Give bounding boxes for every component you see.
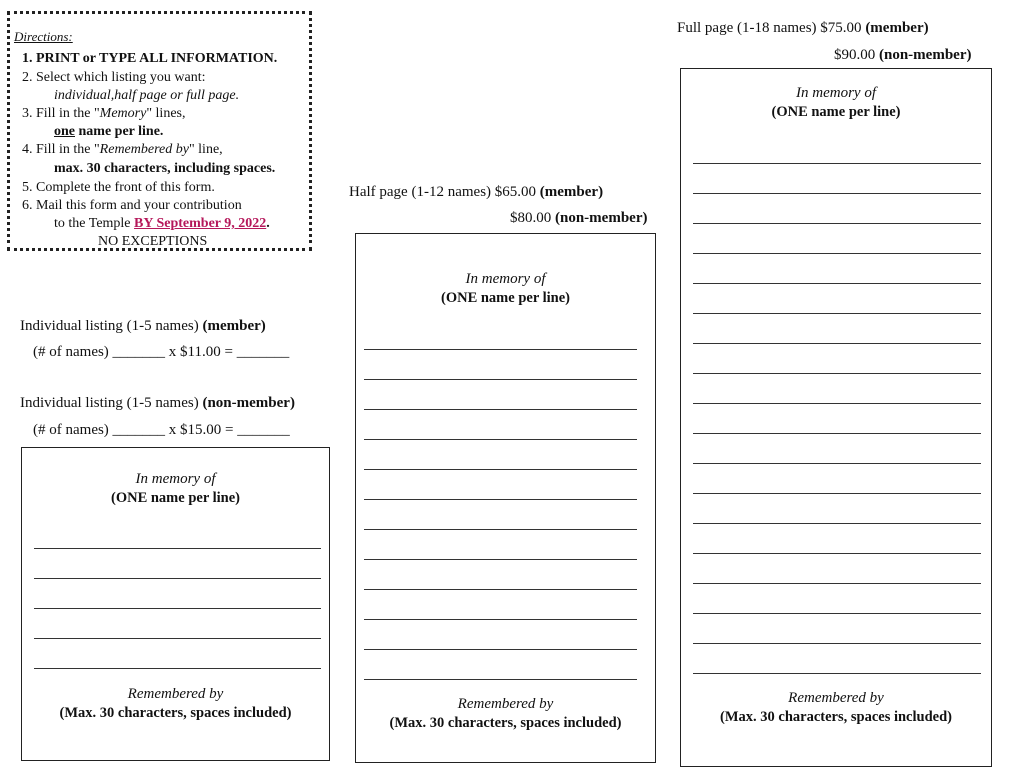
name-line[interactable]: [364, 349, 637, 350]
individual-member-label: [20, 318, 266, 335]
name-line[interactable]: [693, 163, 981, 164]
step3-post: " lines,: [146, 106, 186, 121]
name-line[interactable]: [34, 548, 321, 549]
individual-box-footer: [22, 685, 329, 723]
name-line[interactable]: [364, 499, 637, 500]
full-page-box-footer: [681, 689, 991, 727]
direction-step-3-detail: [54, 123, 163, 141]
name-line[interactable]: [693, 613, 981, 614]
remembered-by-label: Remembered by: [127, 686, 224, 702]
name-line[interactable]: [34, 578, 321, 579]
direction-step-5: 5. Complete the front of this form.: [22, 180, 215, 195]
name-line[interactable]: [34, 668, 321, 669]
name-line[interactable]: [364, 379, 637, 380]
direction-step-3: [22, 105, 185, 123]
one-name-label: (ONE name per line): [771, 104, 901, 120]
no-exceptions: NO EXCEPTIONS: [98, 234, 208, 249]
name-line[interactable]: [693, 643, 981, 644]
name-line[interactable]: [364, 469, 637, 470]
in-memory-label: In memory of: [135, 471, 216, 487]
half-page-member-label: [349, 184, 603, 201]
name-line[interactable]: [364, 589, 637, 590]
name-line[interactable]: [693, 373, 981, 374]
remembered-by-label: Remembered by: [788, 690, 884, 706]
half-page-member-text: Half page (1-12 names) $65.00: [349, 184, 540, 200]
name-line[interactable]: [364, 529, 637, 530]
half-page-member-tag: (member): [539, 184, 604, 200]
direction-step-4-detail: max. 30 characters, including spaces.: [54, 161, 276, 176]
name-line[interactable]: [364, 439, 637, 440]
name-line[interactable]: [693, 403, 981, 404]
step3-em: Memory: [99, 106, 147, 121]
half-page-nonmember-tag: (non-member): [555, 210, 648, 226]
name-line[interactable]: [693, 193, 981, 194]
full-page-member-label: [677, 20, 929, 37]
individual-nonmember-label: [20, 395, 295, 412]
one-name-label: (ONE name per line): [440, 290, 570, 306]
directions-title: Directions:: [14, 29, 73, 44]
direction-step-2: 2. Select which listing you want:: [22, 70, 206, 85]
name-line[interactable]: [693, 343, 981, 344]
deadline-date: BY September 9, 2022: [134, 216, 267, 231]
half-page-box: [355, 233, 656, 763]
direction-step-6-detail: [54, 215, 270, 233]
name-line[interactable]: [693, 673, 981, 674]
half-page-nonmember-price: $80.00: [510, 210, 555, 226]
name-line[interactable]: [364, 409, 637, 410]
individual-nonmember-text: Individual listing (1-5 names): [20, 395, 203, 411]
max-chars-label: (Max. 30 characters, spaces included): [720, 709, 952, 725]
name-line[interactable]: [693, 553, 981, 554]
name-line[interactable]: [693, 433, 981, 434]
individual-listing-box: [21, 447, 330, 761]
individual-box-header: [22, 470, 329, 508]
name-line[interactable]: [693, 523, 981, 524]
full-page-nonmember-price: $90.00: [834, 47, 879, 63]
direction-step-4: [22, 141, 223, 159]
step4-post: " line,: [188, 142, 223, 157]
direction-step-6: 6. Mail this form and your contribution: [22, 198, 242, 213]
step3-underlined: one: [54, 124, 75, 139]
name-line[interactable]: [693, 493, 981, 494]
name-line[interactable]: [693, 283, 981, 284]
name-line[interactable]: [34, 608, 321, 609]
individual-nonmember-tag: (non-member): [202, 395, 295, 411]
full-page-nonmember-tag: (non-member): [879, 47, 972, 63]
max-chars-label: (Max. 30 characters, spaces included): [389, 715, 622, 731]
individual-member-calc[interactable]: (# of names) _______ x $11.00 = _______: [33, 344, 290, 360]
name-line[interactable]: [364, 679, 637, 680]
step3-pre: 3. Fill in the ": [22, 106, 100, 121]
name-line[interactable]: [364, 649, 637, 650]
max-chars-label: (Max. 30 characters, spaces included): [59, 705, 292, 721]
name-line[interactable]: [693, 223, 981, 224]
half-page-box-header: [356, 270, 655, 308]
name-line[interactable]: [693, 313, 981, 314]
individual-member-text: Individual listing (1-5 names): [20, 318, 203, 334]
direction-step-2-detail: individual,half page or full page.: [54, 88, 240, 103]
full-page-nonmember-label: [834, 47, 971, 64]
half-page-box-footer: [356, 695, 655, 733]
individual-member-tag: (member): [202, 318, 266, 334]
name-line[interactable]: [693, 253, 981, 254]
half-page-nonmember-label: [510, 210, 647, 227]
step4-pre: 4. Fill in the ": [22, 142, 100, 157]
remembered-by-label: Remembered by: [457, 696, 554, 712]
name-line[interactable]: [693, 463, 981, 464]
name-line[interactable]: [693, 583, 981, 584]
step4-em: Remembered by: [99, 142, 189, 157]
in-memory-label: In memory of: [465, 271, 546, 287]
full-page-box: [680, 68, 992, 767]
individual-nonmember-calc[interactable]: (# of names) _______ x $15.00 = _______: [33, 422, 290, 438]
one-name-label: (ONE name per line): [110, 490, 240, 506]
full-page-member-text: Full page (1-18 names) $75.00: [677, 20, 866, 36]
step6-pre: to the Temple: [54, 216, 135, 231]
directions-box: [7, 11, 312, 251]
name-line[interactable]: [364, 559, 637, 560]
direction-step-1: 1. PRINT or TYPE ALL INFORMATION.: [22, 51, 278, 66]
full-page-member-tag: (member): [865, 20, 929, 36]
full-page-box-header: [681, 84, 991, 122]
step3-rest: name per line.: [75, 124, 164, 139]
name-line[interactable]: [364, 619, 637, 620]
step6-post: .: [266, 216, 270, 231]
in-memory-label: In memory of: [796, 85, 876, 101]
name-line[interactable]: [34, 638, 321, 639]
